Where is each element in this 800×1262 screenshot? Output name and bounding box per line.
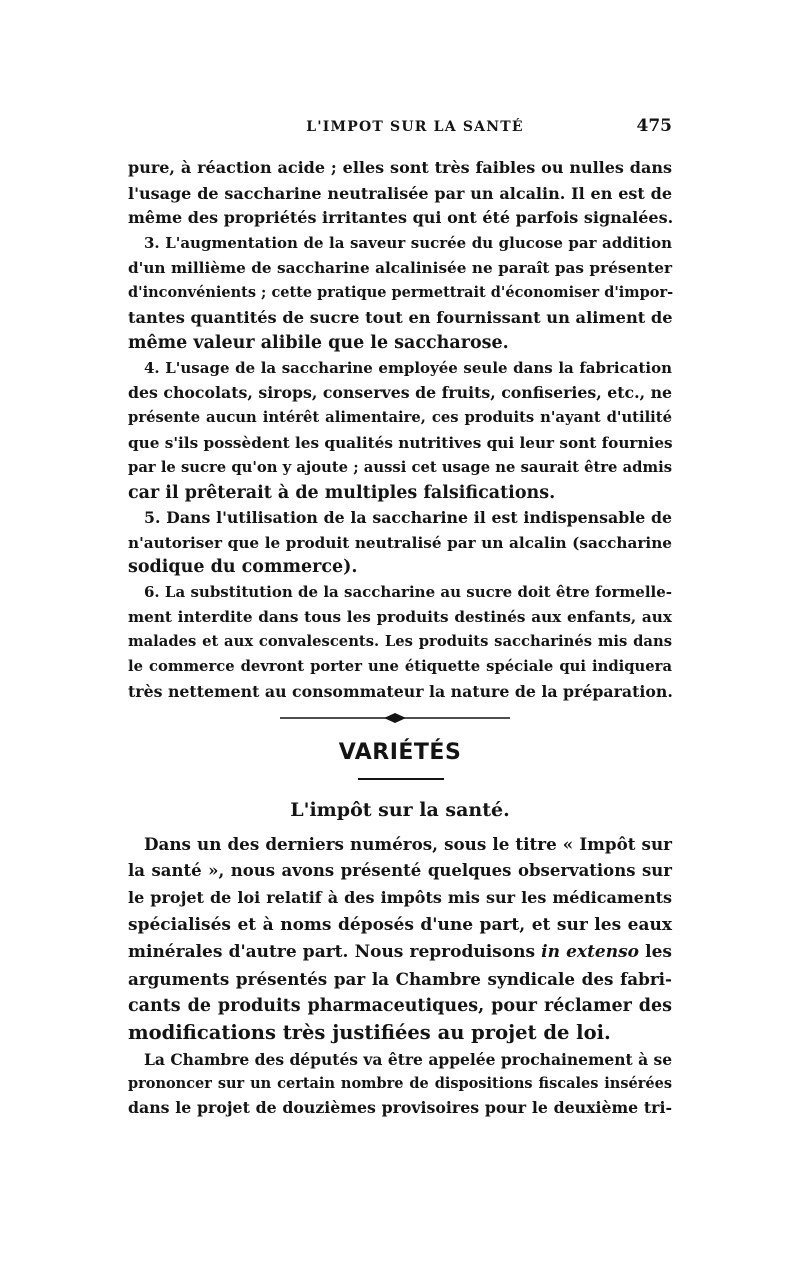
section-rule [358, 778, 444, 780]
item-4-line: car il prêterait à de multiples falsifications. [128, 483, 556, 503]
item-6-line: le commerce devront porter une étiquette spéciale qui indiquera [128, 658, 672, 675]
item-3-line: même valeur alibile que le saccharose. [128, 333, 509, 353]
page-number: 475 [636, 116, 672, 136]
text-line: pure, à réaction acide ; elles sont très faibles ou nulles dans [128, 158, 672, 177]
intro-text: minérales d'autre part. Nous reproduisons [128, 942, 542, 962]
body-line: prononcer sur un certain nombre de dispositions fiscales insérées [128, 1075, 672, 1092]
item-5-line: n'autoriser que le produit neutralisé par un alcalin (saccharine [128, 534, 672, 552]
item-5-line: 5. Dans l'utilisation de la saccharine il est indispensable de [144, 508, 672, 527]
intro-line: cants de produits pharmaceutiques, pour réclamer des [128, 996, 672, 1016]
item-3-line: 3. L'augmentation de la saveur sucrée du glucose par addition [144, 234, 672, 252]
intro-line: arguments présentés par la Chambre syndicale des fabri- [128, 969, 672, 989]
ornament-divider [280, 710, 510, 726]
text-line: l'usage de saccharine neutralisée par un alcalin. Il en est de [128, 184, 672, 203]
intro-line [128, 938, 672, 966]
item-4-line: des chocolats, sirops, conserves de fruits, confiseries, etc., ne [128, 383, 673, 402]
text-line: même des propriétés irritantes qui ont été parfois signalées. [128, 208, 674, 227]
item-3-line: tantes quantités de sucre tout en fournissant un aliment de [128, 308, 673, 327]
item-4-line: par le sucre qu'on y ajoute ; aussi cet usage ne saurait être admis [128, 459, 672, 476]
item-3-line: d'inconvénients ; cette pratique permettrait d'économiser d'impor- [128, 284, 674, 301]
running-header: L'IMPOT SUR LA SANTÉ [306, 119, 524, 135]
intro-line: Dans un des derniers numéros, sous le titre « Impôt sur [144, 834, 672, 854]
item-4-line: présente aucun intérêt alimentaire, ces produits n'ayant d'utilité [128, 409, 672, 426]
body-line: La Chambre des députés va être appelée prochainement à se [144, 1050, 673, 1069]
item-6-line: ment interdite dans tous les produits destinés aux enfants, aux [128, 608, 672, 626]
article-title: L'impôt sur la santé. [290, 799, 510, 821]
intro-line: spécialisés et à noms déposés d'une part, et sur les eaux [128, 915, 672, 935]
intro-italic: in extenso [541, 942, 640, 962]
item-4-line: que s'ils possèdent les qualités nutritives qui leur sont fournies [128, 434, 673, 452]
intro-line: modifications très justifiées au projet de loi. [128, 1021, 611, 1044]
item-5-line: sodique du commerce). [128, 557, 358, 577]
intro-line: le projet de loi relatif à des impôts mis sur les médicaments [128, 888, 672, 907]
section-title: VARIÉTÉS [338, 740, 462, 765]
item-3-line: d'un millième de saccharine alcalinisée ne paraît pas présenter [128, 259, 672, 277]
item-4-line: 4. L'usage de la saccharine employée seule dans la fabrication [144, 359, 672, 377]
body-line: dans le projet de douzièmes provisoires pour le deuxième tri- [128, 1098, 672, 1117]
item-6-line: très nettement au consommateur la nature de la préparation. [128, 682, 673, 701]
intro-text: les [639, 942, 672, 962]
intro-line: la santé », nous avons présenté quelques observations sur [128, 861, 672, 880]
item-6-line: 6. La substitution de la saccharine au sucre doit être formelle- [144, 583, 672, 601]
item-6-line: malades et aux convalescents. Les produits saccharinés mis dans [128, 633, 672, 650]
